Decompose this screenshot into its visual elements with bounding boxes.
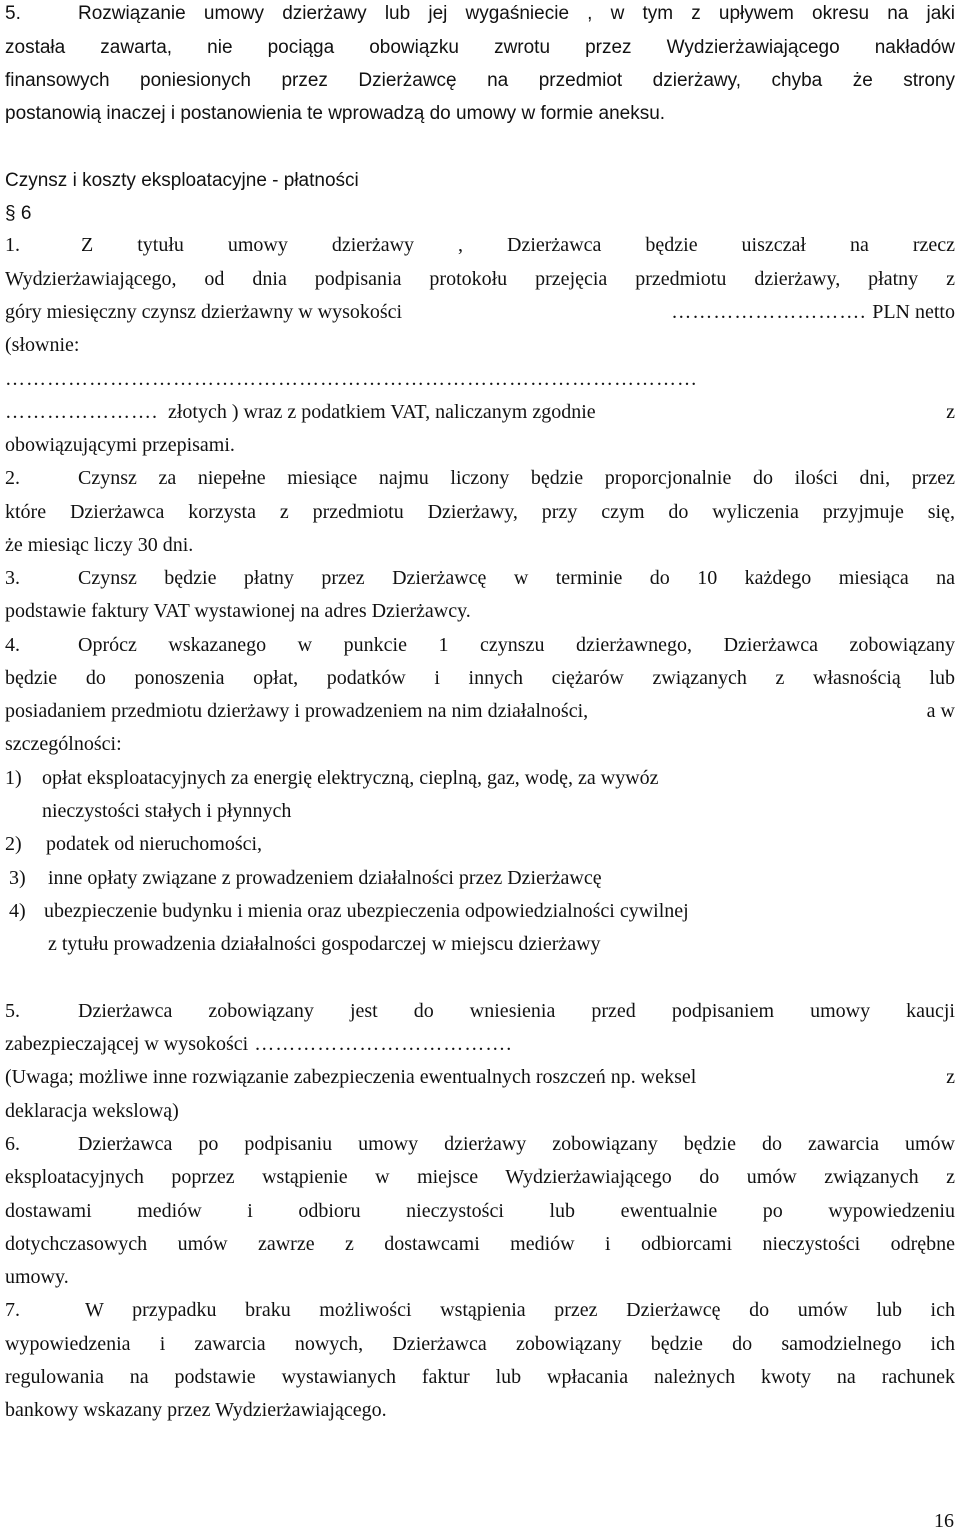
sublist-item-4: 4) ubezpieczenie budynku i mienia oraz ubezpieczenia odpowiedzialności cywilnej [9,900,689,922]
item4-line-2: będzie do ponoszenia opłat, podatków i innych ciężarów związanych z własnością lub [5,667,955,689]
item1-line-1: 1. Z tytułu umowy dzierżawy , Dzierżawca będzie uiszczał na rzecz [5,229,955,263]
para5-line-4: postanowią inaczej i postanowienia te wprowadzą do umowy w formie aneksu. [5,103,666,124]
item1-line-2: Wydzierżawiającego, od dnia podpisania protokołu przejęcia przedmiotu dzierżawy, płatny z [5,268,955,290]
item4-number: 4. [5,634,20,656]
item7-number: 7. [5,1299,20,1321]
section-symbol: § 6 [5,203,32,224]
para5-number: 5. [5,3,21,24]
item3-number: 3. [5,567,20,589]
sublist-item-4-cont: z tytułu prowadzenia działalności gospodarczej w miejscu dzierżawy [48,933,601,955]
item1-line-6-text: złotych ) wraz z podatkiem VAT, naliczanym zgodnie [168,401,596,423]
item5-number: 5. [5,1000,20,1022]
item7-line-4: bankowy wskazany przez Wydzierżawiającego. [5,1399,387,1421]
item5-line-3: (Uwaga; możliwe inne rozwiązanie zabezpieczenia ewentualnych roszczeń np. weksel z [5,1066,955,1088]
item6-line-2: eksploatacyjnych poprzez wstąpienie w miejsce Wydzierżawiającego do umów związanych z [5,1166,955,1188]
sublist-item-1-cont: nieczystości stałych i płynnych [42,800,292,822]
amount-blank: ………………………. [671,301,867,323]
item1-line-6-end: z [946,401,955,423]
sublist-item-2: 2) podatek od nieruchomości, [5,833,263,855]
sublist-item-3: 3) inne opłaty związane z prowadzeniem działalności przez Dzierżawcę [9,867,602,889]
item3-line-1: 3. Czynsz będzie płatny przez Dzierżawcę w terminie do 10 każdego miesiąca na [5,562,955,596]
item7-line-1: 7. W przypadku braku możliwości wstąpienia przez Dzierżawcę do umów lub ich [5,1294,955,1328]
item1-line-4: (słownie: [5,334,80,356]
item2-line-1: 2. Czynsz za niepełne miesiące najmu liczony będzie proporcjonalnie do ilości dni, przez [5,462,955,496]
item3-line-2: podstawie faktury VAT wystawionej na adres Dzierżawcy. [5,600,471,622]
item2-line-3: że miesiąc liczy 30 dni. [5,534,194,556]
deposit-amount-blank: ………………………………. [254,1033,513,1055]
item6-line-1: 6. Dzierżawca po podpisaniu umowy dzierżawy zobowiązany będzie do zawarcia umów [5,1128,955,1162]
para5-line-3: finansowych poniesionych przez Dzierżawcę na przedmiot dzierżawy, chyba że strony [5,70,955,91]
item2-number: 2. [5,467,20,489]
item1-line-3 [5,296,955,330]
item7-line-2: wypowiedzenia i zawarcia nowych, Dzierżawca zobowiązany będzie do samodzielnego ich [5,1333,955,1355]
para5-line-2: została zawarta, nie pociąga obowiązku zwrotu przez Wydzierżawiającego nakładów [5,37,955,58]
item1-line-6 [5,396,955,430]
sublist-item-1: 1) opłat eksploatacyjnych za energię elektryczną, cieplną, gaz, wodę, za wywóz [5,767,659,789]
item6-line-4: dotychczasowych umów zawrze z dostawcami mediów i odbiorcami nieczystości odrębne [5,1233,955,1255]
item6-line-5: umowy. [5,1266,69,1288]
item7-line-3: regulowania na podstawie wystawianych faktur lub wpłacania należnych kwoty na rachunek [5,1366,955,1388]
section-heading: Czynsz i koszty eksploatacyjne - płatności [5,170,359,191]
item6-number: 6. [5,1133,20,1155]
item5-line-4: deklaracja wekslową) [5,1100,179,1122]
item2-line-2: które Dzierżawca korzysta z przedmiotu Dzierżawy, przy czym do wyliczenia przyjmuje się, [5,501,955,523]
item4-line-4: szczególności: [5,733,122,755]
item1-line-3-text: góry miesięczny czynsz dzierżawny w wysokości [5,301,403,323]
item1-number: 1. [5,234,20,256]
item1-line-3-currency: PLN netto [872,301,955,323]
item4-line-1: 4. Oprócz wskazanego w punkcie 1 czynszu dzierżawnego, Dzierżawca zobowiązany [5,629,955,663]
item5-line-1: 5. Dzierżawca zobowiązany jest do wniesienia przed podpisaniem umowy kaucji [5,995,955,1029]
para5-line-1: 5. Rozwiązanie umowy dzierżawy lub jej wygaśniecie , w tym z upływem okresu na jaki [5,0,955,31]
item1-line-7: obowiązującymi przepisami. [5,434,235,456]
item4-line-3: posiadaniem przedmiotu dzierżawy i prowadzeniem na nim działalności, a w [5,700,955,722]
page-number: 16 [934,1510,954,1532]
item5-line-2: zabezpieczającej w wysokości ………………………………. [5,1033,513,1055]
item6-line-3: dostawami mediów i odbioru nieczystości lub ewentualnie po wypowiedzeniu [5,1200,955,1222]
amount-words-blank: ……………………………………………………………………………………… [5,368,698,390]
amount-words-blank-2: …………………. [5,401,158,423]
